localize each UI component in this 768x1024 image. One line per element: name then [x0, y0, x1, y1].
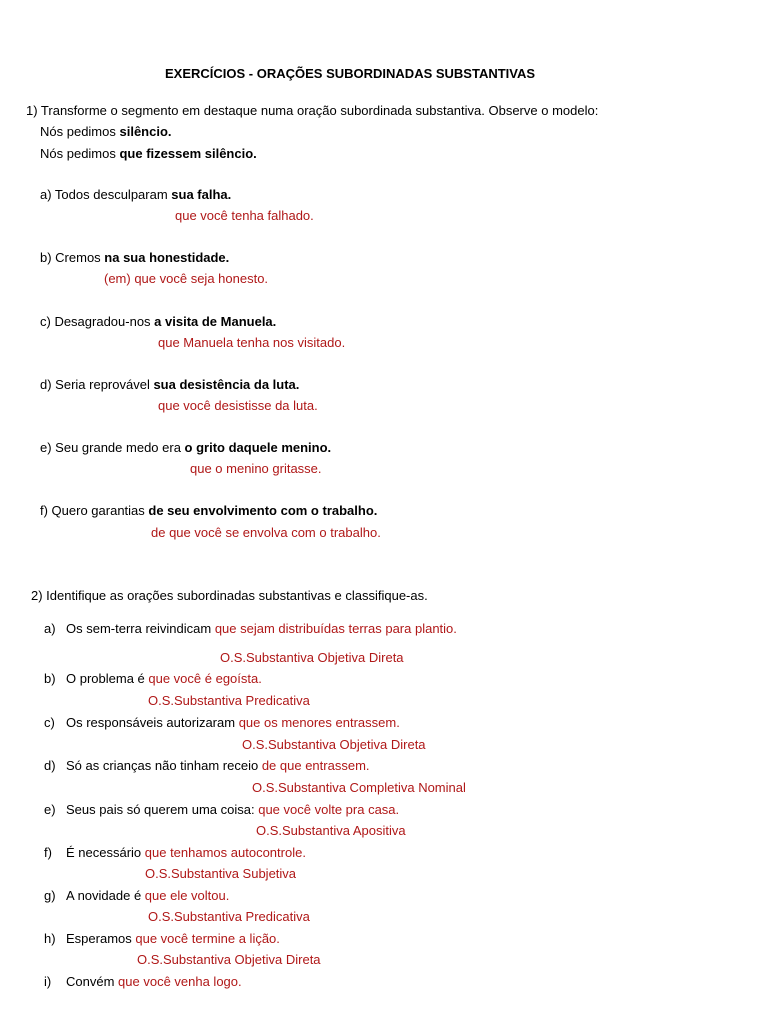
item-letter: d)	[44, 758, 56, 773]
item-text: a) Todos desculparam	[40, 187, 172, 202]
item-clause: que os menores entrassem.	[238, 715, 400, 730]
q2-class-f: O.S.Substantiva Subjetiva	[145, 866, 297, 881]
item-sentence	[66, 758, 370, 774]
q1-answer-b: (em) que você seja honesto.	[104, 271, 269, 286]
q1-item-a	[40, 187, 231, 203]
item-clause: que você volte pra casa.	[258, 802, 400, 817]
item-highlight: sua falha.	[171, 187, 232, 202]
q2-prompt: 2) Identifique as orações subordinadas substantivas e classifique-as.	[31, 588, 428, 603]
model-highlight: que fizessem silêncio.	[119, 146, 257, 161]
q2-item-b	[44, 671, 262, 687]
item-clause: que sejam distribuídas terras para plantio.	[214, 621, 457, 636]
item-text: c) Desagradou-nos	[40, 314, 155, 329]
item-clause: que você é egoísta.	[148, 671, 262, 686]
q2-class-c: O.S.Substantiva Objetiva Direta	[242, 737, 426, 752]
item-sentence	[66, 845, 306, 861]
q1-item-f	[40, 503, 377, 519]
model-highlight: silêncio.	[119, 124, 172, 139]
item-text: A novidade é	[66, 888, 145, 903]
item-sentence	[66, 974, 242, 990]
q2-item-d	[44, 758, 370, 774]
q1-prompt: 1) Transforme o segmento em destaque numa oração subordinada substantiva. Observe o modelo:	[26, 103, 599, 118]
item-letter: h)	[44, 931, 56, 946]
q1-answer-e: que o menino gritasse.	[190, 461, 322, 476]
q1-answer-a: que você tenha falhado.	[175, 208, 314, 223]
item-text: É necessário	[66, 845, 145, 860]
model-text: Nós pedimos	[40, 124, 120, 139]
item-highlight: de seu envolvimento com o trabalho.	[148, 503, 378, 518]
q1-answer-f: de que você se envolva com o trabalho.	[151, 525, 381, 540]
item-sentence	[66, 802, 399, 818]
q2-item-h	[44, 931, 280, 947]
q2-item-a	[44, 621, 457, 637]
item-letter: c)	[44, 715, 55, 730]
item-text: Convém	[66, 974, 119, 989]
q2-class-a: O.S.Substantiva Objetiva Direta	[220, 650, 404, 665]
item-sentence	[66, 931, 280, 947]
item-clause: que ele voltou.	[144, 888, 230, 903]
item-clause: que você venha logo.	[118, 974, 242, 989]
item-text: Os responsáveis autorizaram	[66, 715, 239, 730]
item-highlight: sua desistência da luta.	[153, 377, 300, 392]
item-text: O problema é	[66, 671, 149, 686]
item-clause: que tenhamos autocontrole.	[144, 845, 306, 860]
item-sentence	[66, 888, 229, 904]
item-highlight: na sua honestidade.	[104, 250, 230, 265]
item-letter: g)	[44, 888, 56, 903]
item-sentence	[66, 621, 457, 637]
page-title: EXERCÍCIOS - ORAÇÕES SUBORDINADAS SUBSTANTIVAS	[165, 66, 536, 81]
item-text: Seus pais só querem uma coisa:	[66, 802, 259, 817]
q2-class-g: O.S.Substantiva Predicativa	[148, 909, 310, 924]
item-letter: f)	[44, 845, 52, 860]
q2-class-b: O.S.Substantiva Predicativa	[148, 693, 310, 708]
item-letter: e)	[44, 802, 56, 817]
q1-model-2	[40, 146, 257, 162]
item-letter: a)	[44, 621, 56, 636]
item-text: Só as crianças não tinham receio	[66, 758, 262, 773]
item-highlight: a visita de Manuela.	[154, 314, 277, 329]
q2-class-d: O.S.Substantiva Completiva Nominal	[252, 780, 466, 795]
q1-item-d	[40, 377, 299, 393]
item-sentence	[66, 715, 400, 731]
item-letter: b)	[44, 671, 56, 686]
item-letter: i)	[44, 974, 52, 989]
item-text: Esperamos	[66, 931, 136, 946]
q1-item-b	[40, 250, 229, 266]
item-text: e) Seu grande medo era	[40, 440, 185, 455]
q1-answer-d: que você desistisse da luta.	[158, 398, 318, 413]
item-text: d) Seria reprovável	[40, 377, 154, 392]
q1-item-e	[40, 440, 331, 456]
q2-item-i	[44, 974, 242, 990]
q2-item-f	[44, 845, 306, 861]
q2-class-e: O.S.Substantiva Apositiva	[256, 823, 406, 838]
q1-item-c	[40, 314, 276, 330]
q1-answer-c: que Manuela tenha nos visitado.	[158, 335, 346, 350]
q2-item-e	[44, 802, 400, 818]
q2-class-h: O.S.Substantiva Objetiva Direta	[137, 952, 321, 967]
model-text: Nós pedimos	[40, 146, 120, 161]
q2-item-c	[44, 715, 400, 731]
item-text: f) Quero garantias	[40, 503, 149, 518]
item-text: b) Cremos	[40, 250, 105, 265]
item-text: Os sem-terra reivindicam	[66, 621, 215, 636]
item-sentence	[66, 671, 262, 687]
q1-model-1	[40, 124, 172, 140]
item-clause: que você termine a lição.	[135, 931, 280, 946]
item-clause: de que entrassem.	[261, 758, 370, 773]
q2-item-g	[44, 888, 230, 904]
item-highlight: o grito daquele menino.	[184, 440, 332, 455]
